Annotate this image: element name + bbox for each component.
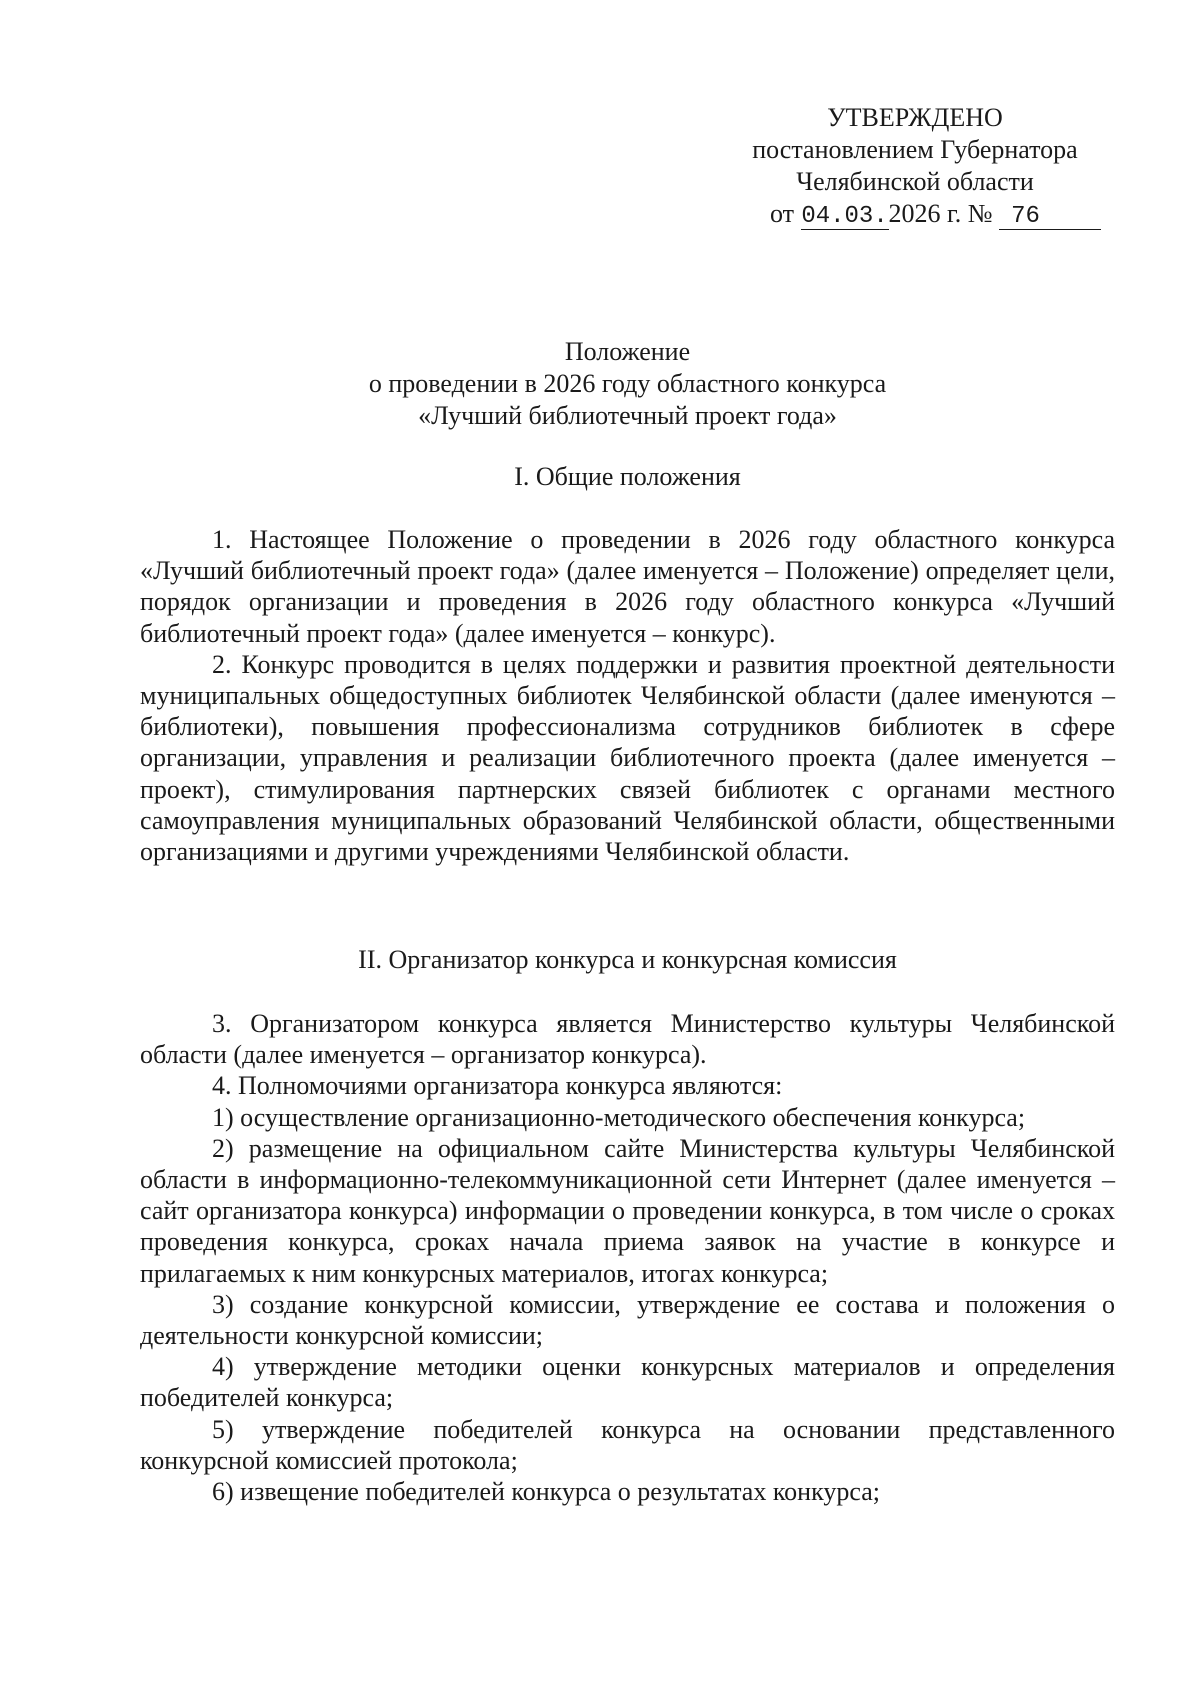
title-line-3: «Лучший библиотечный проект года» <box>418 401 837 430</box>
list-item-2: 2) размещение на официальном сайте Министерства культуры Челябинской области в информационно-телекоммуникационной сети Интернет (далее именуется – сайт организатора конкурса) информации о проведении конкурса, в том числе о сроках проведения конкурса, сроках начала приема заявок на участие в конкурсе и прилагаемых к ним конкурсных материалов, итогах конкурса; <box>140 1133 1115 1288</box>
approval-block <box>700 102 1130 230</box>
approval-stamp-title: УТВЕРЖДЕНО <box>827 103 1003 132</box>
paragraph-1: 1. Настоящее Положение о проведении в 2026 году областного конкурса «Лучший библиотечный проект года» (далее именуется – Положение) определяет цели, порядок организации и проведения в 2026 году областного конкурса «Лучший библиотечный проект года» (далее именуется – конкурс). <box>140 525 1115 648</box>
paragraph-4: 4. Полномочиями организатора конкурса являются: <box>212 1071 783 1101</box>
paragraph-3: 3. Организатором конкурса является Министерство культуры Челябинской области (далее именуется – организатор конкурса). <box>140 1009 1115 1070</box>
title-line-2: о проведении в 2026 году областного конкурса <box>368 369 887 398</box>
approval-date: 04.03. <box>801 203 888 230</box>
approval-date-number <box>700 198 1130 230</box>
approval-region: Челябинской области <box>796 167 1034 196</box>
section-2-heading: II. Организатор конкурса и конкурсная комиссия <box>358 945 897 974</box>
list-item-3: 3) создание конкурсной комиссии, утверждение ее состава и положения о деятельности конкурсной комиссии; <box>140 1289 1115 1351</box>
document-title <box>140 336 1115 432</box>
section-1-heading: I. Общие положения <box>514 462 741 491</box>
approval-year-suffix: 2026 г. № <box>888 199 993 228</box>
section-1-body <box>140 524 1115 867</box>
list-item-1: 1) осуществление организационно-методического обеспечения конкурса; <box>212 1102 1026 1132</box>
list-item-4: 4) утверждение методики оценки конкурсных материалов и определения победителей конкурса; <box>140 1352 1115 1413</box>
approval-by: постановлением Губернатора <box>752 135 1078 164</box>
title-line-1: Положение <box>564 337 691 366</box>
paragraph-2: 2. Конкурс проводится в целях поддержки и развития проектной деятельности муниципальных общедоступных библиотек Челябинской области (далее именуются – библиотеки), повышения профессионализма сотрудников библиотек в сфере организации, управления и реализации библиотечного проекта (далее именуется – проект), стимулирования партнерских связей библиотек с органами местного самоуправления муниципальных образований Челябинской области, общественными организациями и другими учреждениями Челябинской области. <box>140 649 1115 867</box>
list-item-5: 5) утверждение победителей конкурса на основании представленного конкурсной комиссией протокола; <box>140 1414 1115 1475</box>
section-2-body <box>140 1008 1115 1507</box>
approval-prefix: от <box>770 199 795 228</box>
approval-number: 76 <box>999 205 1101 230</box>
list-item-6: 6) извещение победителей конкурса о результатах конкурса; <box>212 1477 880 1507</box>
